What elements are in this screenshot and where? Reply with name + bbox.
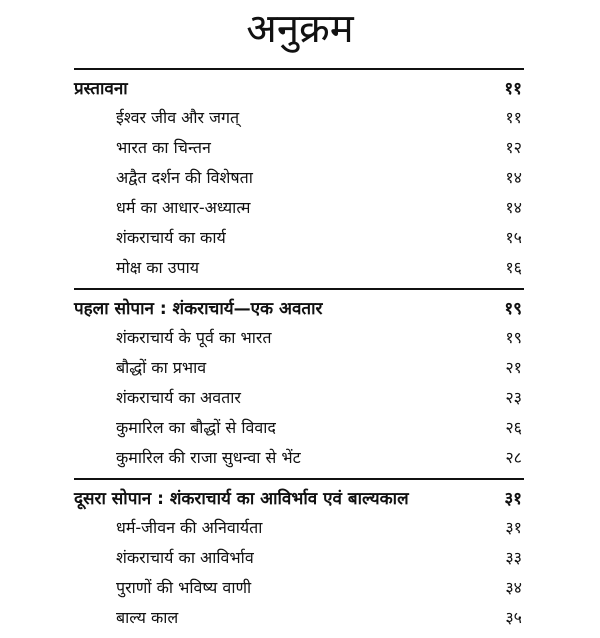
- toc-heading-row: [74, 482, 524, 512]
- toc-entry-row: [74, 572, 524, 602]
- toc-entry-page: १२: [505, 138, 522, 157]
- toc-heading-row: [74, 292, 524, 322]
- toc-entry-row: [74, 512, 524, 542]
- toc-entry-label: बौद्धों का प्रभाव: [116, 358, 207, 377]
- toc-entry-row: [74, 602, 524, 632]
- toc-entry-page: ३१: [505, 518, 522, 537]
- toc-entry-row: [74, 102, 524, 132]
- toc-heading-label: प्रस्तावना: [74, 78, 128, 99]
- toc-heading-page: १९: [504, 298, 522, 319]
- toc-entry-page: २८: [505, 448, 522, 467]
- toc-entry-page: १५: [505, 228, 522, 247]
- toc-entry-label: भारत का चिन्तन: [116, 138, 211, 157]
- toc-heading-page: ३१: [504, 488, 522, 509]
- toc-entry-row: [74, 222, 524, 252]
- toc-entry-row: [74, 352, 524, 382]
- toc-heading-label: पहला सोपान : शंकराचार्य—एक अवतार: [74, 298, 323, 319]
- toc-entry-row: [74, 412, 524, 442]
- toc-heading-row: [74, 72, 524, 102]
- toc-entry-label: शंकराचार्य का आविर्भाव: [116, 548, 254, 567]
- toc-entry-label: शंकराचार्य का कार्य: [116, 228, 226, 247]
- toc-section-doosra-sopan: [74, 478, 524, 632]
- toc-entry-page: २६: [505, 418, 522, 437]
- toc-entry-label: धर्म-जीवन की अनिवार्यता: [116, 518, 263, 537]
- toc-entry-label: धर्म का आधार-अध्यात्म: [116, 198, 251, 217]
- toc-entry-label: अद्वैत दर्शन की विशेषता: [116, 168, 253, 187]
- table-of-contents: [74, 68, 524, 638]
- toc-entry-row: [74, 542, 524, 572]
- toc-entry-label: शंकराचार्य का अवतार: [116, 388, 241, 407]
- toc-entry-label: कुमारिल का बौद्धों से विवाद: [116, 418, 276, 437]
- toc-entry-label: पुराणों की भविष्य वाणी: [116, 578, 252, 597]
- toc-entry-page: १४: [505, 168, 522, 187]
- toc-heading-page: ११: [504, 78, 522, 99]
- toc-entry-page: ३३: [505, 548, 522, 567]
- toc-entry-label: कुमारिल की राजा सुधन्वा से भेंट: [116, 448, 301, 467]
- toc-entry-page: १९: [505, 328, 522, 347]
- toc-entry-row: [74, 162, 524, 192]
- toc-entry-row: [74, 192, 524, 222]
- toc-section-pehla-sopan: [74, 288, 524, 472]
- toc-entry-row: [74, 252, 524, 282]
- toc-entry-label: ईश्वर जीव और जगत्: [116, 108, 240, 127]
- toc-entry-row: [74, 382, 524, 412]
- toc-entry-page: ३५: [505, 608, 522, 627]
- toc-entry-row: [74, 322, 524, 352]
- toc-entry-label: मोक्ष का उपाय: [116, 258, 200, 277]
- toc-entry-page: १४: [505, 198, 522, 217]
- toc-entry-label: बाल्य काल: [116, 608, 179, 627]
- toc-section-prastavana: [74, 68, 524, 282]
- toc-entry-page: १६: [505, 258, 522, 277]
- toc-entry-page: ११: [505, 108, 522, 127]
- toc-entry-row: [74, 442, 524, 472]
- toc-heading-label: दूसरा सोपान : शंकराचार्य का आविर्भाव एवं बाल्यकाल: [74, 488, 409, 509]
- toc-entry-row: [74, 132, 524, 162]
- page-title: अनुक्रम: [246, 6, 354, 52]
- toc-entry-page: ३४: [505, 578, 522, 597]
- toc-entry-label: शंकराचार्य के पूर्व का भारत: [116, 328, 272, 347]
- toc-entry-page: २१: [505, 358, 522, 377]
- toc-entry-page: २३: [505, 388, 522, 407]
